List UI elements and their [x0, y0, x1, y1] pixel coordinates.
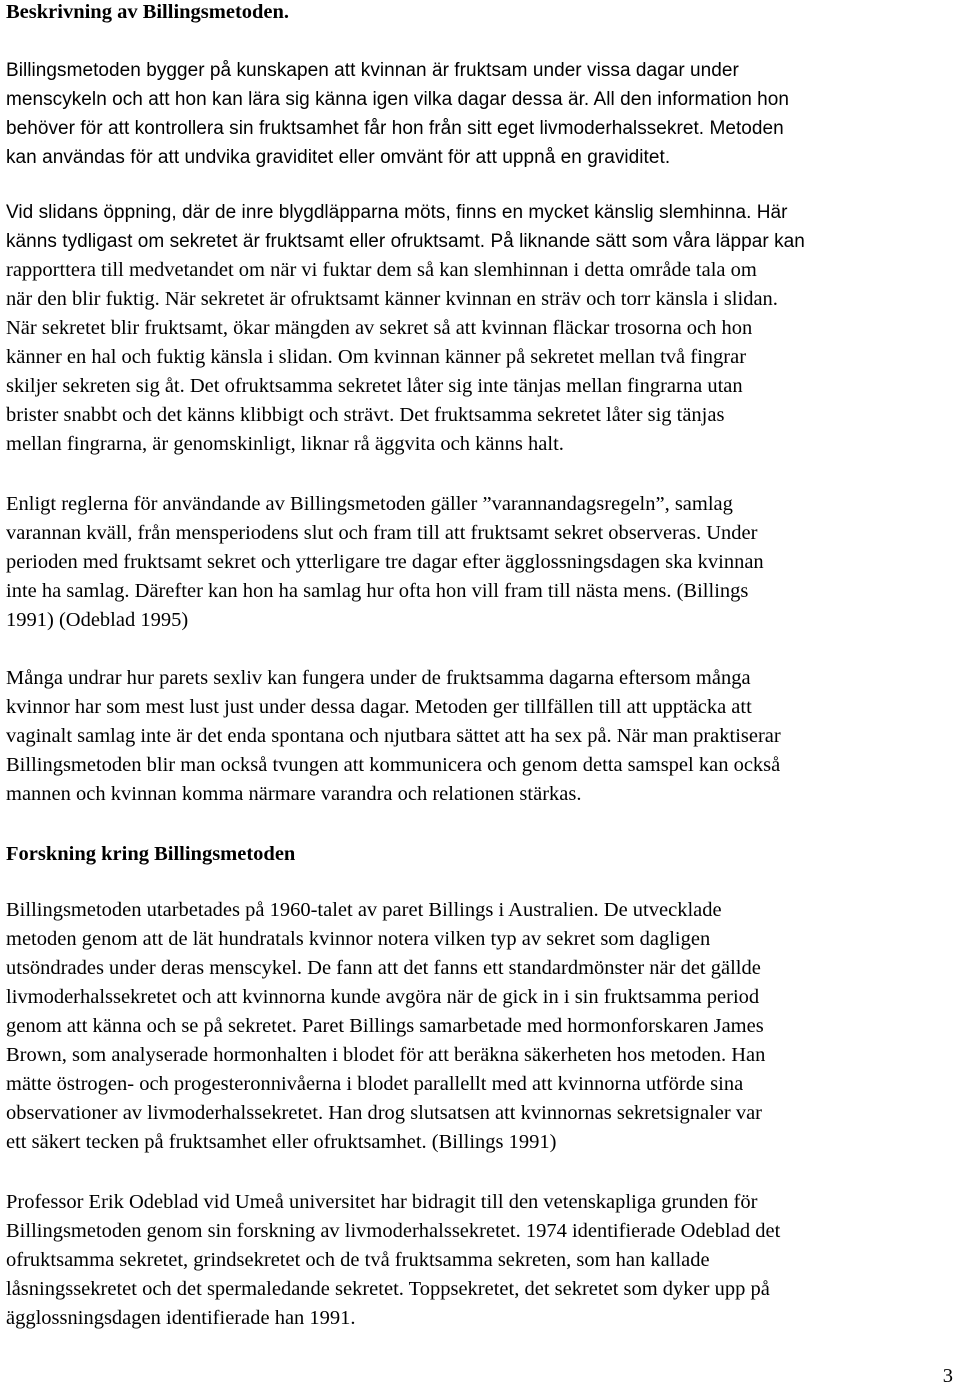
text-line: rapporttera till medvetandet om när vi fuktar dem så kan slemhinnan i detta område tala om — [6, 259, 757, 281]
intro-paragraph — [6, 56, 789, 172]
text-line: Många undrar hur parets sexliv kan fungera under de fruktsamma dagarna eftersom många — [6, 667, 751, 689]
sexlife-paragraph — [6, 664, 781, 809]
text-line: mätte östrogen- och progesteronnivåerna i blodet parallellt med att kvinnorna utförde sina — [6, 1073, 744, 1095]
text-line: brister snabbt och det känns klibbigt och strävt. Det fruktsamma sekretet låter sig tänjas — [6, 404, 725, 426]
text-line: känner en hal och fuktig känsla i slidan. Om kvinnan känner på sekretet mellan två fingrar — [6, 346, 747, 368]
research-paragraph — [6, 896, 765, 1157]
text-line: Brown, som analyserade hormonhalten i blodet för att beräkna säkerheten hos metoden. Han — [6, 1044, 766, 1066]
text-line: Billingsmetoden blir man också tvungen att kommunicera och genom detta samspel kan också — [6, 754, 781, 776]
text-line: 1991) (Odeblad 1995) — [6, 609, 189, 631]
text-line: inte ha samlag. Därefter kan hon ha samlag hur ofta hon vill fram till nästa mens. (Billings — [6, 580, 749, 602]
text-line: genom att känna och se på sekretet. Paret Billings samarbetade med hormonforskaren James — [6, 1015, 764, 1037]
text-line: känns tydligast om sekretet är fruktsamt eller ofruktsamt. På liknande sätt som våra läppar kan — [6, 231, 805, 252]
section-heading: Forskning kring Billingsmetoden — [6, 843, 296, 865]
odeblad-paragraph — [6, 1188, 780, 1333]
text-line: Billingsmetoden bygger på kunskapen att kvinnan är fruktsam under vissa dagar under — [6, 60, 739, 81]
page-number: 3 — [942, 1365, 953, 1387]
text-line: mellan fingrarna, är genomskinligt, liknar rå äggvita och känns halt. — [6, 433, 564, 455]
text-line: vaginalt samlag inte är det enda spontana och njutbara sättet att ha sex på. När man praktiserar — [6, 725, 781, 747]
text-line: Professor Erik Odeblad vid Umeå universitet har bidragit till den vetenskapliga grunden för — [6, 1191, 758, 1213]
text-line: observationer av livmoderhalssekretet. Han drog slutsatsen att kvinnornas sekretsignaler var — [6, 1102, 762, 1124]
text-line: kan användas för att undvika graviditet eller omvänt för att uppnå en graviditet. — [6, 147, 671, 168]
text-line: skiljer sekreten sig åt. Det ofruktsamma sekretet låter sig inte tänjas mellan fingrarna utan — [6, 375, 743, 397]
text-line: behöver för att kontrollera sin fruktsamhet får hon från sitt eget livmoderhalssekret. Metoden — [6, 118, 784, 139]
text-line: När sekretet blir fruktsamt, ökar mängden av sekret så att kvinnan fläckar trosorna och hon — [6, 317, 753, 339]
text-line: Billingsmetoden genom sin forskning av livmoderhalssekretet. 1974 identifierade Odeblad det — [6, 1220, 781, 1242]
text-line: metoden genom att de lät hundratals kvinnor notera vilken typ av sekret som dagligen — [6, 928, 711, 950]
text-line: kvinnor har som mest lust just under dessa dagar. Metoden ger tillfällen till att upptäcka att — [6, 696, 752, 718]
text-line: mannen och kvinnan komma närmare varandra och relationen stärkas. — [6, 783, 582, 805]
text-line: ägglossningsdagen identifierade han 1991. — [6, 1307, 356, 1329]
text-line: varannan kväll, från mensperiodens slut och fram till att fruktsamt sekret observeras. Under — [6, 522, 758, 544]
text-line: Vid slidans öppning, där de inre blygdläpparna möts, finns en mycket känslig slemhinna. Här — [6, 202, 788, 223]
text-line: ett säkert tecken på fruktsamhet eller ofruktsamhet. (Billings 1991) — [6, 1131, 557, 1153]
text-line: perioden med fruktsamt sekret och ytterligare tre dagar efter ägglossningsdagen ska kvinnan — [6, 551, 764, 573]
text-line: menscykeln och att hon kan lära sig känna igen vilka dagar dessa är. All den information hon — [6, 89, 790, 110]
description-paragraph — [6, 198, 805, 459]
text-line: ofruktsamma sekretet, grindsekretet och de två fruktsamma sekreten, som han kallade — [6, 1249, 710, 1271]
text-line: när den blir fuktig. När sekretet är ofruktsamt känner kvinnan en sträv och torr känsla i slidan. — [6, 288, 778, 310]
text-line: låsningssekretet och det spermaledande sekretet. Toppsekretet, det sekretet som dyker upp på — [6, 1278, 770, 1300]
text-line: utsöndrades under deras menscykel. De fann att det fanns ett standardmönster när det gällde — [6, 957, 761, 979]
text-line: Enligt reglerna för användande av Billingsmetoden gäller ”varannandagsregeln”, samlag — [6, 493, 733, 515]
text-line: Billingsmetoden utarbetades på 1960-talet av paret Billings i Australien. De utvecklade — [6, 899, 722, 921]
page-title: Beskrivning av Billingsmetoden. — [6, 1, 290, 23]
rules-paragraph — [6, 490, 764, 635]
text-line: livmoderhalssekretet och att kvinnorna kunde avgöra när de gick in i sin fruktsamma period — [6, 986, 760, 1008]
